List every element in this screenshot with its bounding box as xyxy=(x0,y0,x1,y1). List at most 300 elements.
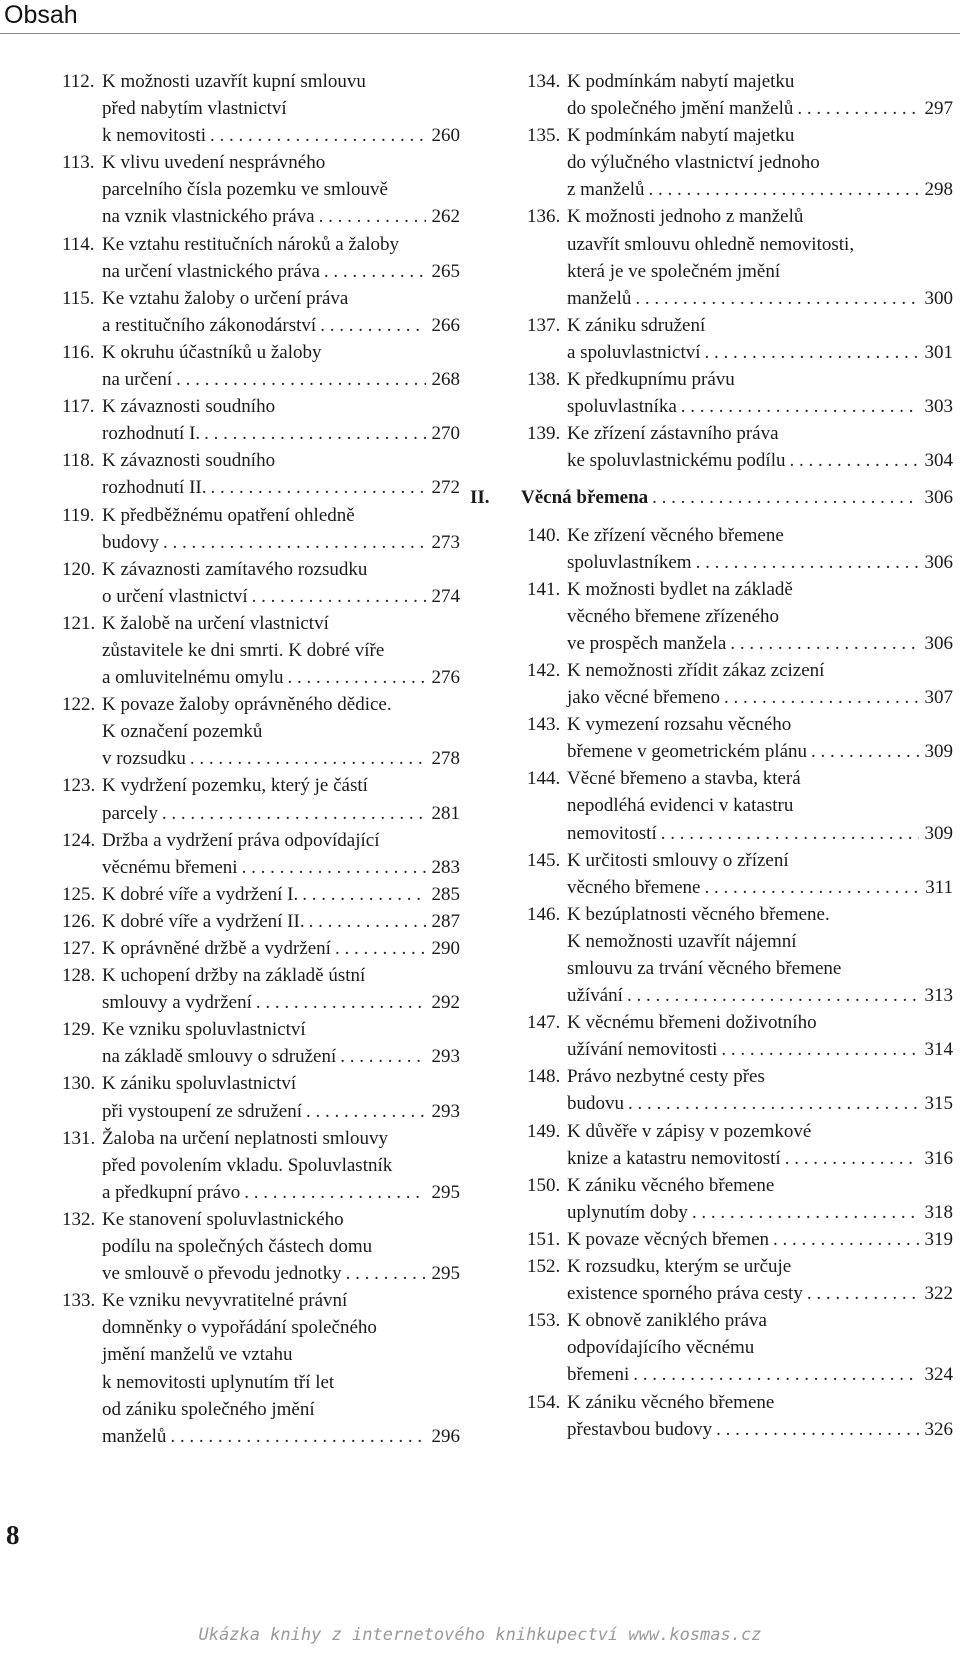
toc-entry-line xyxy=(527,285,953,312)
toc-entry[interactable] xyxy=(62,149,460,230)
toc-entry-line xyxy=(527,420,953,447)
toc-entry-line xyxy=(62,1314,460,1341)
entry-page-number: 293 xyxy=(431,1046,460,1068)
toc-entry-line xyxy=(62,366,460,393)
entry-title: Ke vzniku nevyvratitelné právní xyxy=(102,1290,348,1312)
entry-title: K zániku sdružení xyxy=(567,314,706,336)
toc-entry-line xyxy=(527,1361,953,1388)
entry-title: před povolením vkladu. Spoluvlastník xyxy=(102,1154,393,1176)
entry-title: K obnově zaniklého práva xyxy=(567,1310,767,1332)
toc-entry-line xyxy=(62,610,460,637)
dot-leader xyxy=(624,1090,919,1117)
toc-entry-line xyxy=(527,231,953,258)
entry-title: věcnému břemeni xyxy=(102,856,238,878)
section-numeral: II. xyxy=(470,487,490,509)
entry-title: věcného břemene xyxy=(567,876,701,898)
entry-indent xyxy=(62,529,102,556)
entry-title: přestavbou budovy xyxy=(567,1418,713,1440)
entry-indent xyxy=(62,1179,102,1206)
toc-entry-line xyxy=(527,928,953,955)
entry-title: K závaznosti zamítavého rozsudku xyxy=(102,558,368,580)
entry-page-number: 303 xyxy=(924,396,953,418)
toc-entry-line xyxy=(527,657,953,684)
entry-page-number: 298 xyxy=(924,179,953,201)
entry-page-number: 290 xyxy=(431,938,460,959)
entry-indent xyxy=(62,664,102,691)
entry-page-number: 292 xyxy=(431,992,460,1014)
entry-title: uplynutím doby xyxy=(567,1201,688,1223)
entry-page-number: 322 xyxy=(924,1283,953,1305)
entry-title: K bezúplatnosti věcného břemene. xyxy=(567,903,830,925)
dot-leader xyxy=(320,258,426,285)
entry-page-number: 297 xyxy=(924,98,953,120)
entry-page-number: 309 xyxy=(924,822,953,844)
entry-page-number: 295 xyxy=(431,1181,460,1203)
entry-page-number: 301 xyxy=(924,341,953,363)
toc-entry-line xyxy=(62,231,460,258)
entry-indent xyxy=(62,176,102,203)
entry-indent xyxy=(527,285,567,312)
toc-entry-line xyxy=(527,176,953,203)
entry-title: parcely xyxy=(102,802,158,824)
entry-indent xyxy=(527,176,567,203)
dot-leader xyxy=(769,1226,919,1253)
entry-page-number: 260 xyxy=(431,125,460,147)
entry-title: K okruhu účastníků u žaloby xyxy=(102,341,322,363)
footer-watermark: Ukázka knihy z internetového knihkupectví www.kosmas.cz xyxy=(198,1625,762,1645)
entry-indent xyxy=(527,738,567,765)
toc-entry[interactable] xyxy=(62,447,460,501)
toc-entry[interactable] xyxy=(62,908,460,935)
entry-title: při vystoupení ze sdružení xyxy=(102,1100,302,1122)
entry-title: do výlučného vlastnictví jednoho xyxy=(567,152,820,174)
dot-leader xyxy=(158,800,426,827)
entry-number: 140. xyxy=(527,524,561,546)
entry-title: knize a katastru nemovitostí xyxy=(567,1147,781,1169)
toc-entry[interactable] xyxy=(527,312,953,366)
entry-indent xyxy=(62,1341,102,1368)
entry-number: 115. xyxy=(62,287,95,309)
entry-indent xyxy=(527,231,567,258)
entry-page-number: 304 xyxy=(924,450,953,472)
entry-title: existence sporného práva cesty xyxy=(567,1283,803,1305)
toc-entry[interactable] xyxy=(62,772,460,826)
entry-title: K uchopení držby na základě ústní xyxy=(102,965,366,987)
toc-entry[interactable] xyxy=(62,556,460,610)
entry-title: K zániku věcného břemene xyxy=(567,1391,775,1413)
entry-page-number: 316 xyxy=(924,1147,953,1169)
entry-indent xyxy=(62,745,102,772)
entry-number: 113. xyxy=(62,152,95,174)
entry-number: 134. xyxy=(527,71,561,92)
dot-leader xyxy=(248,583,426,610)
toc-entry[interactable] xyxy=(527,657,953,711)
entry-indent xyxy=(527,1199,567,1226)
toc-entry[interactable] xyxy=(62,1016,460,1070)
dot-leader xyxy=(688,1199,919,1226)
dot-leader xyxy=(159,529,426,556)
toc-entry[interactable] xyxy=(527,1226,953,1253)
toc-entry-line xyxy=(62,935,460,962)
toc-entry-line xyxy=(527,847,953,874)
entry-title: o určení vlastnictví xyxy=(102,585,248,607)
entry-title: spoluvlastníka xyxy=(567,396,677,418)
entry-number: 152. xyxy=(527,1256,561,1278)
dot-leader xyxy=(298,881,426,908)
entry-title: jako věcné břemeno xyxy=(567,687,720,709)
entry-number: 126. xyxy=(62,910,96,932)
entry-number: 124. xyxy=(62,829,96,851)
entry-indent xyxy=(527,603,567,630)
dot-leader xyxy=(172,366,426,393)
toc-entry-line xyxy=(62,393,460,420)
entry-page-number: 326 xyxy=(924,1418,953,1440)
dot-leader xyxy=(631,285,919,312)
toc-entry-line xyxy=(62,95,460,122)
toc-entry-line xyxy=(62,1341,460,1368)
toc-entry[interactable] xyxy=(527,765,953,846)
toc-entry-line xyxy=(527,820,953,847)
toc-entry-line xyxy=(527,1009,953,1036)
entry-indent xyxy=(527,1036,567,1063)
toc-entry-line xyxy=(62,312,460,339)
dot-leader xyxy=(807,738,919,765)
toc-entry-line xyxy=(62,1098,460,1125)
toc-entry[interactable] xyxy=(62,502,460,556)
entry-title: věcného břemene zřízeného xyxy=(567,605,780,627)
toc-entry[interactable] xyxy=(527,68,953,122)
entry-number: 119. xyxy=(62,504,95,526)
toc-entry[interactable] xyxy=(527,1389,953,1443)
entry-title: z manželů xyxy=(567,179,645,201)
entry-title: která je ve společném jmění xyxy=(567,260,781,282)
entry-number: 129. xyxy=(62,1019,96,1041)
entry-indent xyxy=(62,203,102,230)
entry-indent xyxy=(527,339,567,366)
toc-entry-line xyxy=(527,1416,953,1443)
entry-title: Držba a vydržení práva odpovídající xyxy=(102,829,380,851)
entry-indent xyxy=(62,1152,102,1179)
entry-title: k nemovitosti xyxy=(102,125,206,147)
toc-entry-line xyxy=(62,691,460,718)
toc-entry[interactable] xyxy=(62,285,460,339)
entry-title: rozhodnutí II. xyxy=(102,477,207,499)
entry-indent xyxy=(62,718,102,745)
entry-title: Věcné břemeno a stavba, která xyxy=(567,768,801,790)
entry-page-number: 296 xyxy=(431,1425,460,1447)
entry-page-number: 274 xyxy=(431,585,460,607)
toc-entry-line xyxy=(527,1307,953,1334)
entry-number: 144. xyxy=(527,768,561,790)
toc-entry-line xyxy=(527,1389,953,1416)
toc-entry[interactable] xyxy=(527,1253,953,1307)
entry-title: rozhodnutí I. xyxy=(102,423,201,445)
entry-page-number: 270 xyxy=(431,423,460,445)
entry-title: K předkupnímu právu xyxy=(567,369,735,391)
entry-title: zůstavitele ke dni smrti. K dobré víře xyxy=(102,639,385,661)
entry-indent xyxy=(62,1314,102,1341)
header-divider xyxy=(0,33,960,34)
entry-title: K dobré víře a vydržení II. xyxy=(102,910,305,932)
entry-indent xyxy=(527,955,567,982)
toc-section-heading[interactable] xyxy=(470,484,953,511)
entry-number: 125. xyxy=(62,883,96,905)
dot-leader xyxy=(252,989,426,1016)
toc-entry[interactable] xyxy=(527,847,953,901)
dot-leader xyxy=(305,908,426,935)
section-title: Věcná břemena xyxy=(521,487,649,509)
entry-title: K věcnému břemeni doživotního xyxy=(567,1012,817,1034)
toc-entry-line xyxy=(527,68,953,95)
toc-entry-line xyxy=(527,447,953,474)
entry-indent xyxy=(527,1090,567,1117)
toc-entry[interactable] xyxy=(62,339,460,393)
toc-entry-line xyxy=(527,366,953,393)
toc-entry-line xyxy=(527,522,953,549)
entry-title: K nemožnosti uzavřít nájemní xyxy=(567,930,797,952)
toc-entry-line xyxy=(527,1226,953,1253)
entry-title: na určení vlastnického práva xyxy=(102,260,320,282)
entry-title: K vlivu uvedení nesprávného xyxy=(102,152,326,174)
toc-right-entries-after xyxy=(527,522,953,1443)
toc-entry-line xyxy=(62,203,460,230)
entry-page-number: 278 xyxy=(431,748,460,770)
entry-number: 133. xyxy=(62,1290,96,1312)
entry-indent xyxy=(62,122,102,149)
entry-title: užívání nemovitosti xyxy=(567,1039,718,1061)
entry-number: 130. xyxy=(62,1073,96,1095)
entry-number: 138. xyxy=(527,369,561,391)
dot-leader xyxy=(336,1043,426,1070)
toc-entry-line xyxy=(62,1016,460,1043)
toc-entry-line xyxy=(62,664,460,691)
entry-title: K dobré víře a vydržení I. xyxy=(102,883,299,905)
toc-entry-line xyxy=(527,1334,953,1361)
toc-entry[interactable] xyxy=(527,420,953,474)
entry-number: 114. xyxy=(62,233,95,255)
toc-entry-line xyxy=(527,684,953,711)
entry-title: na základě smlouvy o sdružení xyxy=(102,1046,337,1068)
entry-page-number: 276 xyxy=(431,667,460,689)
entry-title: K závaznosti soudního xyxy=(102,396,276,418)
toc-entry-line xyxy=(62,881,460,908)
entry-page-number: 293 xyxy=(431,1100,460,1122)
entry-number: 143. xyxy=(527,714,561,736)
toc-entry[interactable] xyxy=(62,231,460,285)
dot-leader xyxy=(781,1145,919,1172)
toc-entry-line xyxy=(527,258,953,285)
toc-entry[interactable] xyxy=(62,1070,460,1124)
entry-title: nepodléhá evidenci v katastru xyxy=(567,795,794,817)
entry-title: budovy xyxy=(102,531,159,553)
entry-indent xyxy=(527,393,567,420)
toc-entry[interactable] xyxy=(527,1063,953,1117)
toc-entry-line xyxy=(62,122,460,149)
toc-entry-line xyxy=(62,339,460,366)
entry-indent xyxy=(62,1396,102,1423)
entry-number: 117. xyxy=(62,396,95,418)
entry-indent xyxy=(527,258,567,285)
dot-leader xyxy=(793,95,919,122)
toc-entry-line xyxy=(527,1172,953,1199)
toc-entry-line xyxy=(62,718,460,745)
entry-number: 136. xyxy=(527,206,561,228)
dot-leader xyxy=(712,1416,919,1443)
toc-entry[interactable] xyxy=(62,1125,460,1206)
toc-entry-line xyxy=(62,637,460,664)
entry-title: K podmínkám nabytí majetku xyxy=(567,71,795,92)
toc-entry[interactable] xyxy=(527,1118,953,1172)
toc-entry-line xyxy=(62,1233,460,1260)
entry-indent xyxy=(527,928,567,955)
entry-number: 121. xyxy=(62,612,96,634)
entry-title: parcelního čísla pozemku ve smlouvě xyxy=(102,179,388,201)
entry-title: K důvěře v zápisy v pozemkové xyxy=(567,1120,812,1142)
entry-title: Ke vzniku spoluvlastnictví xyxy=(102,1019,306,1041)
entry-indent xyxy=(62,1260,102,1287)
entry-indent xyxy=(527,1280,567,1307)
dot-leader xyxy=(284,664,426,691)
dot-leader xyxy=(677,393,919,420)
entry-title: smlouvu za trvání věcného břemene xyxy=(567,958,842,979)
entry-page-number: 306 xyxy=(924,551,953,573)
toc-left-column xyxy=(62,68,460,1450)
entry-page-number: 273 xyxy=(431,531,460,553)
dot-leader xyxy=(342,1260,426,1287)
entry-indent xyxy=(527,149,567,176)
entry-indent xyxy=(527,447,567,474)
toc-entry-line xyxy=(62,827,460,854)
entry-number: 131. xyxy=(62,1127,96,1149)
toc-entry[interactable] xyxy=(62,610,460,691)
toc-entry[interactable] xyxy=(62,68,460,149)
dot-leader xyxy=(648,484,919,511)
toc-entry[interactable] xyxy=(527,203,953,311)
entry-page-number: 266 xyxy=(431,314,460,336)
entry-title: a spoluvlastnictví xyxy=(567,341,701,363)
entry-indent xyxy=(62,366,102,393)
entry-title: smlouvy a vydržení xyxy=(102,992,252,1014)
toc-entry[interactable] xyxy=(62,393,460,447)
entry-title: břemene v geometrickém plánu xyxy=(567,741,808,763)
entry-number: 135. xyxy=(527,125,561,147)
toc-entry-line xyxy=(527,122,953,149)
toc-entry[interactable] xyxy=(527,122,953,203)
toc-entry[interactable] xyxy=(62,1206,460,1287)
toc-entry-line xyxy=(62,176,460,203)
toc-entry-line xyxy=(62,1369,460,1396)
toc-entry-line xyxy=(527,1090,953,1117)
entry-title: Ke zřízení zástavního práva xyxy=(567,423,779,445)
entry-indent xyxy=(62,95,102,122)
entry-page-number: 265 xyxy=(431,260,460,282)
entry-title: K povaze věcných břemen xyxy=(567,1228,770,1250)
toc-entry[interactable] xyxy=(527,1307,953,1388)
entry-title: K zániku věcného břemene xyxy=(567,1174,775,1196)
toc-entry[interactable] xyxy=(527,711,953,765)
toc-entry[interactable] xyxy=(527,1009,953,1063)
toc-entry-line xyxy=(527,1199,953,1226)
entry-page-number: 311 xyxy=(925,876,953,898)
dot-leader xyxy=(238,854,426,881)
entry-indent xyxy=(62,1098,102,1125)
entry-title: jmění manželů ve vztahu xyxy=(102,1344,293,1366)
toc-entry-line xyxy=(62,1125,460,1152)
toc-entry-line xyxy=(527,1145,953,1172)
toc-entry[interactable] xyxy=(62,962,460,1016)
dot-leader xyxy=(717,1036,919,1063)
entry-title: Ke vztahu žaloby o určení práva xyxy=(102,287,349,309)
toc-entry[interactable] xyxy=(62,827,460,881)
entry-indent xyxy=(62,258,102,285)
entry-title: od zániku společného jmění xyxy=(102,1398,315,1420)
toc-entry[interactable] xyxy=(527,366,953,420)
toc-entry-line xyxy=(527,312,953,339)
dot-leader xyxy=(785,447,919,474)
dot-leader xyxy=(302,1098,426,1125)
toc-entry-line xyxy=(527,1063,953,1090)
dot-leader xyxy=(645,176,919,203)
entry-number: 120. xyxy=(62,558,96,580)
entry-indent xyxy=(527,1334,567,1361)
entry-title: uzavřít smlouvu ohledně nemovitosti, xyxy=(567,233,855,255)
dot-leader xyxy=(206,122,426,149)
entry-title: K závaznosti soudního xyxy=(102,450,276,472)
entry-title: ve prospěch manžela xyxy=(567,632,727,654)
entry-title: K předběžnému opatření ohledně xyxy=(102,504,355,526)
entry-number: 127. xyxy=(62,938,96,959)
toc-entry[interactable] xyxy=(62,691,460,772)
toc-entry-line xyxy=(62,285,460,312)
toc-entry-line xyxy=(62,962,460,989)
entry-number: 142. xyxy=(527,659,561,681)
entry-number: 137. xyxy=(527,314,561,336)
toc-entry-line xyxy=(527,955,953,982)
toc-entry[interactable] xyxy=(62,881,460,908)
entry-title: Ke stanovení spoluvlastnického xyxy=(102,1208,344,1230)
toc-entry[interactable] xyxy=(62,1287,460,1450)
entry-number: 147. xyxy=(527,1012,561,1034)
toc-entry[interactable] xyxy=(527,1172,953,1226)
entry-indent xyxy=(62,583,102,610)
toc-entry-line xyxy=(62,420,460,447)
toc-entry[interactable] xyxy=(527,901,953,1009)
toc-entry[interactable] xyxy=(527,522,953,576)
toc-entry-line xyxy=(62,854,460,881)
entry-indent xyxy=(527,792,567,819)
toc-entry-line xyxy=(527,95,953,122)
entry-number: 153. xyxy=(527,1310,561,1332)
toc-entry[interactable] xyxy=(527,576,953,657)
toc-entry[interactable] xyxy=(62,935,460,962)
entry-number: 148. xyxy=(527,1066,561,1088)
toc-entry-line xyxy=(62,1043,460,1070)
dot-leader xyxy=(700,874,919,901)
entry-title: K oprávněné držbě a vydržení xyxy=(102,938,331,959)
toc-entry-line xyxy=(62,149,460,176)
entry-page-number: 281 xyxy=(431,802,460,824)
toc-entry-line xyxy=(527,874,953,901)
entry-title: Právo nezbytné cesty přes xyxy=(567,1066,765,1088)
entry-indent xyxy=(62,854,102,881)
entry-title: podílu na společných částech domu xyxy=(102,1236,373,1258)
entry-indent xyxy=(62,1043,102,1070)
entry-title: K rozsudku, kterým se určuje xyxy=(567,1256,792,1278)
toc-entry-line xyxy=(527,765,953,792)
entry-title: v rozsudku xyxy=(102,748,186,770)
entry-indent xyxy=(62,637,102,664)
entry-title: a restitučního zákonodárství xyxy=(102,314,317,336)
